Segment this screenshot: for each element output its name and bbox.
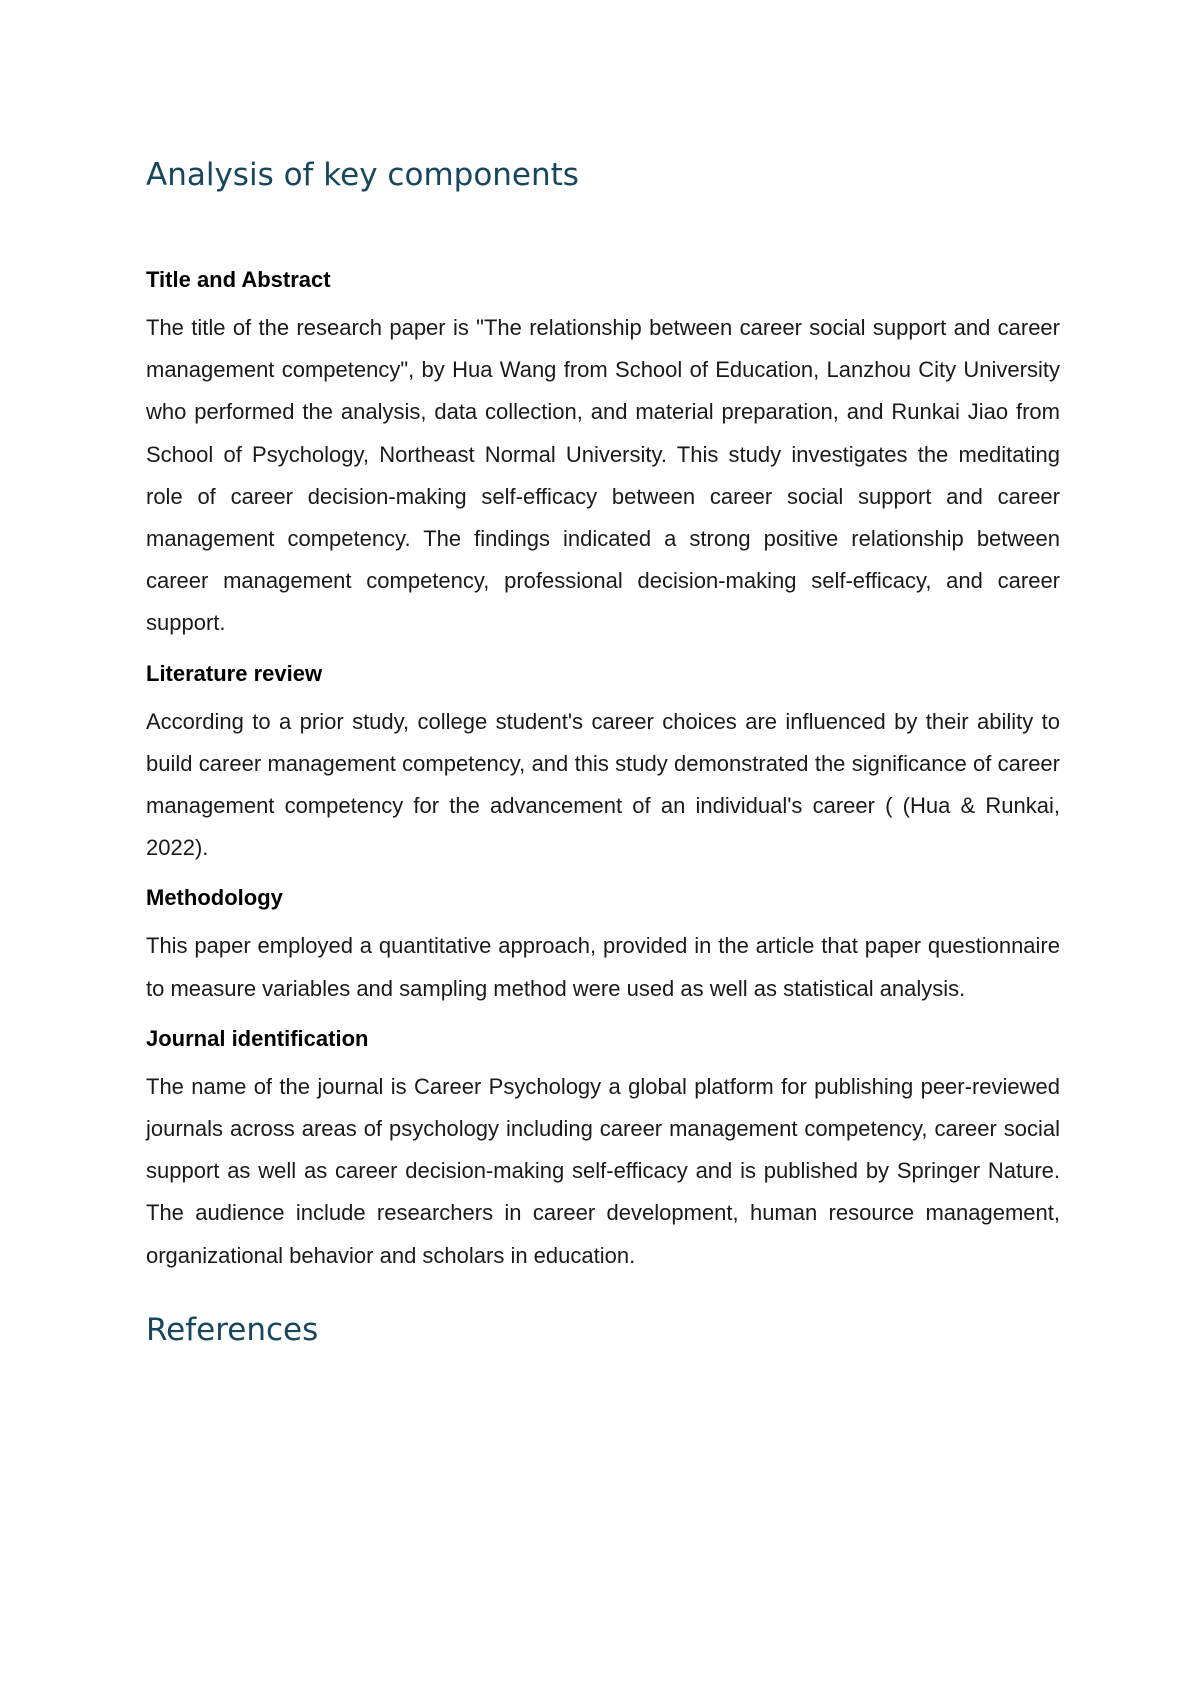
section-heading-methodology: Methodology xyxy=(146,885,283,911)
section-literature-review xyxy=(146,659,1060,870)
section-title-and-abstract xyxy=(146,265,1060,645)
section-body-title-and-abstract: The title of the research paper is "The relationship between career social support and career management competency", by Hua Wang from School of Education, Lanzhou City University who performed the analysis, data collection, and material preparation, and Runkai Jiao from School of Psychology, Northeast Normal University. This study investigates the meditating role of career decision-making self-efficacy between career social support and career management competency. The findings indicated a strong positive relationship between career management competency, professional decision-making self-efficacy, and career support. xyxy=(146,315,1060,636)
section-methodology xyxy=(146,883,1060,1009)
section-body-methodology: This paper employed a quantitative approach, provided in the article that paper questionnaire to measure variables and sampling method were used as well as statistical analysis. xyxy=(146,933,1060,1001)
page-title: Analysis of key components xyxy=(146,157,579,193)
references-heading: References xyxy=(146,1311,319,1348)
section-heading-journal-identification: Journal identification xyxy=(146,1025,369,1051)
document-content xyxy=(146,155,1060,1350)
section-journal-identification xyxy=(146,1024,1060,1277)
section-body-literature-review: According to a prior study, college student's career choices are influenced by their ability to build career management competency, and this study demonstrated the significance of career management competency for the advancement of an individual's career ( (Hua & Runkai, 2022). xyxy=(146,708,1060,861)
section-body-journal-identification: The name of the journal is Career Psychology a global platform for publishing peer-reviewed journals across areas of psychology including career management competency, career social support as well as career decision-making self-efficacy and is published by Springer Nature. The audience include researchers in career development, human resource management, organizational behavior and scholars in education. xyxy=(146,1073,1060,1268)
section-heading-title-and-abstract: Title and Abstract xyxy=(146,267,331,292)
section-heading-literature-review: Literature review xyxy=(146,660,323,686)
